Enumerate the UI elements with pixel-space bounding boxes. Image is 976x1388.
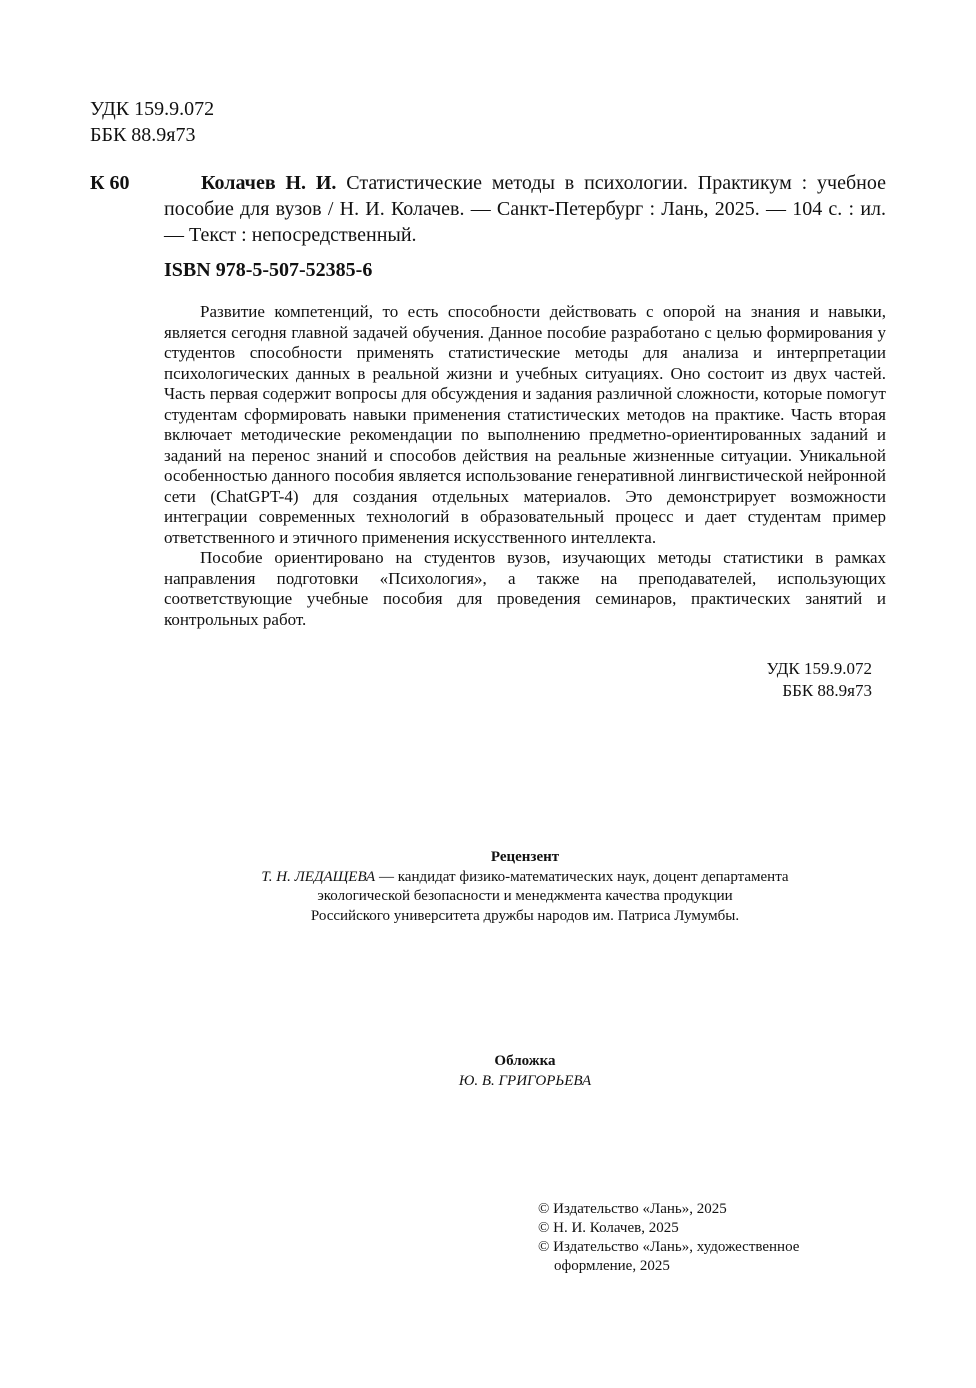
bbk-code-bottom: ББК 88.9я73 [782, 681, 872, 700]
copyright-line-1: © Издательство «Лань», 2025 [538, 1201, 727, 1217]
reviewer-heading: Рецензент [490, 849, 560, 865]
annotation-paragraph-1: Развитие компетенций, то есть способности действовать с опорой на знания и навыки, является сегодня главной задачей обучения. Данное пособие разработано с целью формирования у студентов способности применять статистические методы для анализа и интерпретации психологических данных в реальной жизни и учебных ситуациях. Оно состоит из двух частей. Часть первая содержит вопросы для обсуждения и задания различной сложности, которые помогут студентам сформировать навыки применения статистических методов на практике. Часть вторая включает методические рекомендации по выполнению предметно-ориентированных заданий и заданий на перенос знаний и способов действия на реальные жизненные ситуации. Уникальной особенностью данного пособия является использование генеративной лингвистической нейронной сети (ChatGPT-4) для создания отдельных материалов. Это демонстрирует возможности интеграции современных технологий в образовательный процесс и дает студентам пример ответственного и этичного применения искусственного интеллекта. [164, 302, 886, 547]
bibliographic-record [164, 170, 886, 248]
bbk-code: ББК 88.9я73 [90, 124, 196, 146]
reviewer-name: Т. Н. ЛЕДАЩЕВА [261, 868, 376, 885]
reviewer-desc-2: экологической безопасности и менеджмента качества продукции [317, 888, 733, 904]
author-mark: К 60 [90, 172, 130, 194]
udk-code: УДК 159.9.072 [90, 98, 215, 120]
reviewer-line-1 [164, 868, 886, 888]
copyright-line-3: © Издательство «Лань», художественное [538, 1239, 800, 1255]
copyright-line-3-cont: оформление, 2025 [554, 1258, 670, 1274]
reviewer-block [164, 848, 886, 926]
author-name: Колачев Н. И. [201, 172, 337, 194]
copyright-line-2: © Н. И. Колачев, 2025 [538, 1220, 679, 1236]
classification-codes-bottom [766, 658, 872, 702]
cover-heading: Обложка [494, 1053, 556, 1069]
annotation-paragraph-2: Пособие ориентировано на студентов вузов, изучающих методы статистики в рамках направления подготовки «Психология», а также на преподавателей, использующих соответствующие учебные пособия для проведения семинаров, практических занятий и контрольных работ. [164, 548, 886, 629]
reviewer-desc-3: Российского университета дружбы народов им. Патриса Лумумбы. [310, 907, 740, 924]
annotation [164, 302, 886, 630]
copyright-block [538, 1200, 799, 1276]
udk-code-bottom: УДК 159.9.072 [766, 659, 872, 678]
cover-block [164, 1052, 886, 1091]
record-text: Статистические методы в психологии. Практикум : учебное пособие для вузов / Н. И. Колачев. — Санкт-Петербург : Лань, 2025. — 104 с. : ил. — Текст : непосредственный. [164, 172, 886, 246]
reviewer-desc-1: — кандидат физико-математических наук, доцент департамента [375, 868, 789, 885]
classification-codes-top [90, 96, 214, 148]
cover-designer: Ю. В. ГРИГОРЬЕВА [458, 1072, 592, 1089]
isbn: ISBN 978-5-507-52385-6 [164, 259, 373, 281]
